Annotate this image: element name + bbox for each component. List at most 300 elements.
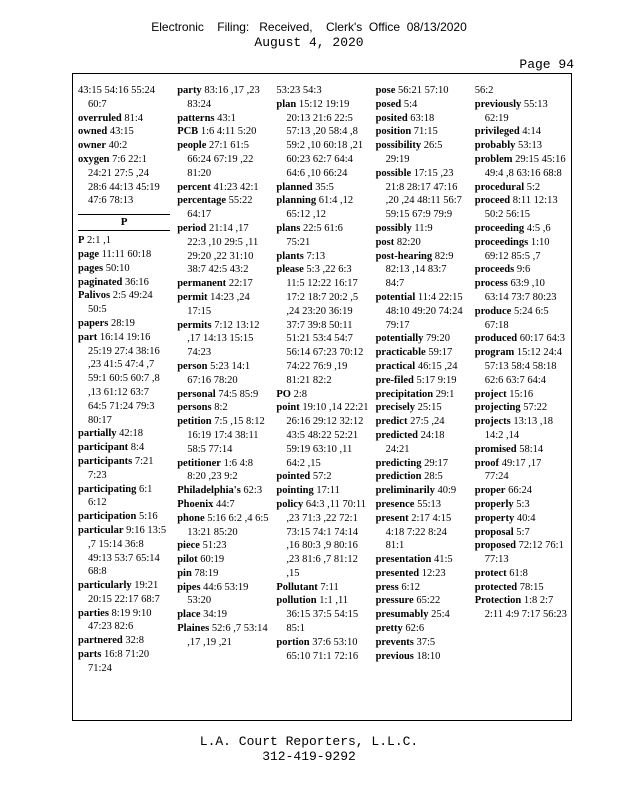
index-refs: 2:8: [293, 388, 308, 400]
index-word: oxygen: [78, 153, 110, 165]
index-entry: [376, 512, 468, 553]
index-word: period: [177, 222, 207, 234]
index-refs: 72:12 76:1 77:13: [484, 540, 564, 566]
index-refs: 52:6 ,7 53:14 ,17 ,19 ,21: [187, 623, 268, 648]
index-refs: 5:16 6:2 ,4 6:5 13:21 85:20: [187, 512, 269, 538]
index-refs: 11:9: [414, 222, 433, 234]
index-entry: [376, 388, 468, 402]
index-entry: [376, 636, 468, 650]
index-word: proceeding: [474, 222, 525, 234]
index-word: proposal: [474, 526, 514, 538]
index-word: pin: [177, 567, 192, 579]
index-word: paginated: [78, 276, 123, 288]
index-word: produced: [474, 333, 518, 345]
index-word: participating: [78, 483, 137, 495]
index-word: personal: [177, 388, 216, 400]
index-refs: 44:7: [215, 498, 235, 510]
index-entry: [177, 291, 269, 319]
index-entry: [177, 112, 269, 126]
index-refs: 1:6 4:11 5:20: [200, 126, 257, 138]
index-word: probably: [474, 140, 516, 152]
index-refs: 53:23 54:3: [276, 85, 322, 96]
index-entry: [376, 291, 468, 332]
index-entry: [78, 483, 170, 511]
index-refs: 5:3 ,22 6:3 11:5 12:22 16:17 17:2 18:7 20:2 ,5 ,24 23:20 36:19 37:7 39:8 50:11 51:21 53:4 54:7 56:14 67:23 70:12 74:22 76:9 ,19 81:21 82:2: [286, 264, 364, 386]
index-word: partnered: [78, 635, 123, 647]
index-refs: 60:17 64:3: [519, 333, 565, 345]
index-refs: 53:13: [518, 140, 542, 152]
index-word: process: [474, 278, 508, 290]
index-word: Philadelphia's: [177, 485, 241, 497]
index-refs: 62:3: [243, 485, 263, 497]
index-entry: [78, 276, 170, 290]
index-refs: 43:15: [109, 126, 134, 138]
index-refs: 28:5: [424, 471, 443, 483]
index-refs: 2:5 49:24 50:5: [88, 290, 153, 316]
index-column-2: [173, 84, 272, 676]
index-refs: 43:1: [217, 112, 236, 124]
index-word: plan: [276, 98, 297, 110]
index-entry: [177, 498, 269, 512]
index-entry: [78, 153, 170, 208]
index-refs: 8:2: [214, 402, 228, 414]
page-number: Page 94: [519, 57, 574, 72]
index-refs: 5:17 9:19: [416, 374, 457, 386]
index-refs: 27:1 61:5 66:24 67:19 ,22 81:20: [187, 140, 254, 179]
index-word: proceeds: [474, 264, 515, 276]
index-entry: [475, 581, 567, 595]
index-entry: [78, 441, 170, 455]
index-entry: [276, 98, 368, 181]
index-word: petition: [177, 416, 212, 428]
index-entry: [376, 457, 468, 471]
index-entry: [276, 401, 368, 470]
index-refs: 41:23 42:1: [213, 181, 259, 193]
index-word: owner: [78, 140, 106, 152]
index-entry: [475, 305, 567, 333]
index-entry: [376, 346, 468, 360]
index-refs: 43:15 54:16 55:24 60:7: [78, 85, 156, 110]
index-entry: [475, 332, 567, 346]
index-refs: 57:22: [523, 402, 548, 414]
index-refs: 28:19: [110, 317, 135, 329]
index-word: pre-filed: [375, 374, 414, 386]
index-word: parts: [78, 649, 102, 661]
index-entry: [376, 429, 468, 457]
index-refs: 82:20: [396, 236, 421, 248]
index-refs: 57:2: [312, 471, 332, 483]
index-word: people: [177, 140, 207, 152]
index-word: property: [474, 512, 515, 524]
index-word: policy: [276, 498, 304, 510]
index-word: permanent: [177, 278, 227, 290]
index-entry: [376, 553, 468, 567]
word-index-columns: [74, 84, 570, 676]
index-entry: [78, 317, 170, 331]
index-entry: [376, 332, 468, 346]
index-refs: 37:6 53:10 65:10 71:1 72:16: [286, 636, 359, 662]
index-word: practicable: [375, 347, 426, 359]
index-refs: 50:10: [105, 262, 130, 274]
index-word: patterns: [177, 112, 215, 124]
index-refs: 27:5 ,24: [410, 416, 445, 428]
index-refs: 56:21 57:10: [398, 85, 449, 96]
index-word: protected: [474, 581, 518, 593]
index-refs: 22:17: [228, 278, 253, 290]
index-entry: [475, 388, 567, 402]
index-word: protect: [474, 567, 507, 579]
index-refs: 24:18 24:21: [385, 429, 445, 455]
index-refs: 6:12: [401, 581, 421, 593]
index-refs: 8:19 9:10 47:23 82:6: [88, 607, 152, 633]
index-refs: 9:16 13:5 ,7 15:14 36:8 49:13 53:7 65:14 68:8: [88, 524, 167, 578]
index-refs: 32:8: [125, 635, 145, 647]
index-entry: [78, 262, 170, 276]
index-entry: [78, 524, 170, 579]
index-word: participants: [78, 455, 133, 467]
index-column-3: [272, 84, 371, 676]
index-word: properly: [474, 498, 514, 510]
index-refs: 1:8 2:7 2:11 4:9 7:17 56:23: [484, 595, 567, 621]
index-refs: 7:13: [306, 250, 326, 262]
index-word: PCB: [177, 126, 199, 138]
index-refs: 4:5 ,6: [526, 222, 551, 234]
index-entry: [475, 539, 567, 567]
index-word: part: [78, 331, 98, 343]
index-word: owned: [78, 126, 108, 138]
index-refs: 19:10 ,14 22:21 26:16 29:12 32:12 43:5 48:22 52:21 59:19 63:10 ,11 64:2 ,15: [286, 402, 369, 469]
index-entry: [177, 84, 269, 112]
index-entry: [376, 222, 468, 236]
index-entry: [78, 139, 170, 153]
index-entry: [177, 457, 269, 485]
index-refs: 9:6: [516, 264, 531, 276]
index-column-4: [372, 84, 471, 676]
index-entry: [78, 112, 170, 126]
index-entry: [376, 112, 468, 126]
index-entry: [376, 650, 468, 664]
index-entry: [78, 648, 170, 676]
index-entry: [475, 263, 567, 277]
index-refs: 19:21 20:15 22:17 68:7: [88, 580, 160, 605]
index-word: previous: [375, 650, 414, 662]
index-refs: 5:23 14:1 67:16 78:20: [187, 360, 251, 386]
index-word: pressure: [375, 595, 414, 607]
index-refs: 16:14 19:16 25:19 27:4 38:16 ,23 41:5 47:4 ,7 59:1 60:5 60:7 ,8 ,13 61:12 63:7 64:5 71:24 79:3 80:17: [88, 331, 160, 426]
index-entry: [177, 222, 269, 277]
index-entry: [376, 98, 468, 112]
index-entry: [475, 484, 567, 498]
index-word: planning: [276, 195, 317, 207]
index-entry: [276, 594, 368, 635]
index-word: permit: [177, 291, 208, 303]
index-refs: 5:3: [516, 498, 530, 510]
index-entry: [276, 470, 368, 484]
index-word: possibly: [375, 222, 412, 234]
index-refs: 51:23: [202, 540, 227, 552]
index-refs: 8:11 12:13 50:2 56:15: [484, 195, 558, 221]
index-refs: 7:6 22:1 24:21 27:5 ,24 28:6 44:13 45:19 47:6 78:13: [88, 153, 160, 207]
index-word: pointing: [276, 485, 314, 497]
index-entry: [78, 510, 170, 524]
index-word: pose: [375, 85, 396, 96]
index-refs: 13:13 ,18 14:2 ,14: [484, 416, 554, 441]
index-entry: [78, 289, 170, 317]
index-word: precisely: [375, 402, 416, 414]
index-entry: [475, 443, 567, 457]
index-word: pipes: [177, 581, 201, 593]
index-word: proceedings: [474, 236, 529, 248]
index-word: Pollutant: [276, 581, 318, 593]
index-word: piece: [177, 540, 200, 552]
index-entry: [78, 331, 170, 428]
index-entry: [177, 139, 269, 180]
index-entry: [177, 401, 269, 415]
index-refs: 17:15 ,23 21:8 28:17 47:16 ,20 ,24 48:11 56:7 59:15 67:9 79:9: [385, 167, 462, 221]
index-word: particular: [78, 524, 124, 536]
index-entry: [276, 181, 368, 195]
index-entry: [475, 415, 567, 443]
index-refs: 46:15 ,24: [417, 360, 458, 372]
index-word: press: [375, 581, 399, 593]
index-entry: [78, 607, 170, 635]
index-entry: [276, 222, 368, 250]
index-word: problem: [474, 153, 513, 165]
index-refs: 12:23: [421, 567, 446, 579]
index-entry: [475, 567, 567, 581]
index-refs: 26:5 29:19: [385, 140, 443, 165]
index-entry: [376, 401, 468, 415]
index-refs: 4:14: [522, 126, 541, 138]
index-word: predict: [375, 416, 408, 428]
index-word: project: [474, 388, 507, 400]
index-refs: 5:7: [516, 526, 530, 538]
index-entry: [276, 636, 368, 664]
transcript-date: August 4, 2020: [254, 35, 364, 50]
index-refs: 66:24: [508, 485, 533, 497]
index-refs: 34:19: [203, 609, 228, 621]
index-word: plants: [276, 250, 304, 262]
index-entry: [177, 512, 269, 540]
index-refs: 40:4: [516, 512, 536, 524]
index-word: posed: [375, 98, 402, 110]
index-entry: [177, 539, 269, 553]
index-entry: [475, 277, 567, 305]
index-word: percentage: [177, 195, 226, 207]
index-refs: 58:14: [519, 443, 544, 455]
index-refs: 15:12 24:4 57:13 58:4 58:18 62:6 63:7 64:4: [484, 347, 563, 386]
index-entry: [177, 567, 269, 581]
index-word: please: [276, 264, 304, 276]
index-entry: [177, 194, 269, 222]
index-word: predicting: [375, 457, 422, 469]
index-entry: [276, 84, 368, 98]
index-refs: 61:8: [509, 567, 528, 579]
index-refs: 56:2: [474, 85, 494, 96]
index-entry: [376, 622, 468, 636]
index-entry: [475, 498, 567, 512]
index-entry: [475, 84, 567, 98]
index-refs: 17:11: [316, 485, 340, 497]
index-word: persons: [177, 402, 212, 414]
index-entry: [276, 263, 368, 387]
index-word: plans: [276, 222, 301, 234]
index-entry: [78, 455, 170, 483]
index-word: percent: [177, 181, 211, 193]
index-word: presence: [375, 498, 415, 510]
index-refs: 64:3 ,11 70:11 ,23 71:3 ,22 72:1 73:15 74:1 74:14 ,16 80:3 ,9 80:16 ,23 81:6 ,7 81:12 ,15: [286, 498, 367, 579]
index-word: present: [375, 512, 409, 524]
index-refs: 7:21 7:23: [88, 455, 154, 481]
index-entry: [475, 153, 567, 181]
index-refs: 55:13 62:19: [484, 98, 548, 124]
index-entry: [376, 470, 468, 484]
index-refs: 6:1 6:12: [88, 483, 153, 509]
index-word: Phoenix: [177, 498, 214, 510]
index-entry: [177, 415, 269, 456]
index-refs: 1:6 4:8 8:20 ,23 9:2: [187, 457, 254, 483]
index-entry: [475, 594, 567, 622]
index-refs: 74:5 85:9: [218, 388, 259, 400]
index-word: preliminarily: [375, 485, 435, 497]
index-word: overruled: [78, 112, 122, 124]
index-refs: 49:17 ,17 77:24: [484, 457, 542, 483]
index-entry: [376, 581, 468, 595]
index-refs: 61:4 ,12 65:12 ,12: [286, 195, 354, 221]
index-word: pointed: [276, 471, 311, 483]
index-refs: 71:15: [413, 126, 438, 138]
index-word: possible: [375, 167, 412, 179]
index-entry: [475, 125, 567, 139]
index-refs: 2:17 4:15 4:18 7:22 8:24 81:1: [385, 512, 452, 552]
index-refs: 15:16: [509, 388, 534, 400]
index-refs: 16:8 71:20 71:24: [88, 649, 150, 674]
index-entry: [376, 125, 468, 139]
index-word: phone: [177, 512, 205, 524]
index-word: Palivos: [78, 290, 111, 302]
index-entry: [376, 84, 468, 98]
index-entry: [475, 98, 567, 126]
index-entry: [177, 388, 269, 402]
index-entry: [475, 401, 567, 415]
index-word: planned: [276, 181, 313, 193]
index-entry: [276, 388, 368, 402]
index-refs: 63:18: [410, 112, 435, 124]
index-word: place: [177, 609, 201, 621]
index-entry: [276, 581, 368, 595]
index-entry: [376, 498, 468, 512]
index-refs: 5:4: [403, 98, 418, 110]
index-word: prevents: [375, 636, 414, 648]
index-word: presumably: [375, 609, 429, 621]
filing-header: Electronic Filing: Received, Clerk's Office 08/13/2020: [151, 20, 467, 34]
index-word: potential: [375, 291, 416, 303]
index-entry: [177, 484, 269, 498]
index-word: previously: [474, 98, 522, 110]
index-refs: 79:20: [426, 333, 450, 345]
index-refs: 83:16 ,17 ,23 83:24: [187, 85, 260, 110]
index-word: procedural: [474, 181, 525, 193]
index-word: Protection: [474, 595, 522, 607]
index-word: portion: [276, 636, 310, 648]
index-entry: [376, 415, 468, 429]
index-word: post-hearing: [375, 250, 433, 262]
index-word: particularly: [78, 580, 132, 592]
index-entry: [177, 622, 269, 650]
index-entry: [78, 634, 170, 648]
index-refs: 18:10: [416, 650, 441, 662]
index-refs: 7:12 13:12 ,17 14:13 15:15 74:23: [187, 319, 260, 359]
index-refs: 25:4: [431, 609, 450, 621]
index-refs: 82:9 82:13 ,14 83:7 84:7: [385, 250, 454, 290]
index-entry: [376, 250, 468, 291]
index-word: proof: [474, 457, 500, 469]
index-refs: 81:4: [124, 112, 144, 124]
index-entry: [276, 484, 368, 498]
index-refs: 8:4: [130, 442, 145, 454]
index-word: possibility: [375, 140, 422, 152]
index-word: P: [78, 235, 85, 247]
index-refs: 22:5 61:6 75:21: [286, 222, 343, 248]
index-word: permits: [177, 319, 212, 331]
index-entry: [475, 236, 567, 264]
index-refs: 63:9 ,10 63:14 73:7 80:23: [484, 278, 557, 303]
index-word: proper: [474, 485, 506, 497]
reporter-company: L.A. Court Reporters, L.L.C.: [199, 734, 419, 749]
index-entry: [376, 139, 468, 167]
index-word: pages: [78, 262, 104, 274]
index-entry: [475, 222, 567, 236]
index-entry: [475, 139, 567, 153]
index-refs: 35:5: [315, 181, 334, 193]
index-entry: [78, 427, 170, 441]
index-refs: 14:23 ,24 17:15: [187, 291, 250, 317]
index-refs: 1:1 ,11 36:15 37:5 54:15 85:1: [286, 595, 359, 635]
index-refs: 55:13: [417, 498, 441, 510]
index-entry: [177, 360, 269, 388]
index-word: pilot: [177, 554, 198, 566]
index-word: program: [474, 347, 515, 359]
index-entry: [376, 167, 468, 222]
index-word: papers: [78, 317, 109, 329]
index-refs: 59:17: [428, 347, 453, 359]
index-refs: 41:5: [434, 554, 453, 566]
index-refs: 5:24 6:5 67:18: [484, 305, 549, 331]
index-word: Plaines: [177, 623, 210, 635]
index-entry: [177, 608, 269, 622]
index-refs: 21:14 ,17 22:3 ,10 29:5 ,11 29:20 ,22 31:10 38:7 42:5 43:2: [187, 222, 259, 276]
index-entry: [177, 277, 269, 291]
index-entry: [475, 181, 567, 195]
index-refs: 62:6: [405, 623, 425, 635]
index-refs: 40:2: [108, 140, 128, 152]
index-refs: 78:19: [194, 567, 219, 579]
index-refs: 37:5: [416, 636, 436, 648]
index-entry: [475, 457, 567, 485]
index-entry: [276, 498, 368, 581]
index-word: page: [78, 248, 99, 260]
index-word: point: [276, 402, 300, 414]
index-entry: [376, 236, 468, 250]
index-refs: 7:5 ,15 8:12 16:19 17:4 38:11 58:5 77:14: [187, 416, 265, 455]
index-refs: 36:16: [124, 276, 149, 288]
index-word: presentation: [375, 554, 432, 566]
index-refs: 78:15: [519, 581, 544, 593]
index-refs: 25:15: [417, 402, 442, 414]
index-refs: 65:22: [416, 595, 441, 607]
index-word: practical: [375, 360, 416, 372]
index-word: participation: [78, 511, 137, 523]
